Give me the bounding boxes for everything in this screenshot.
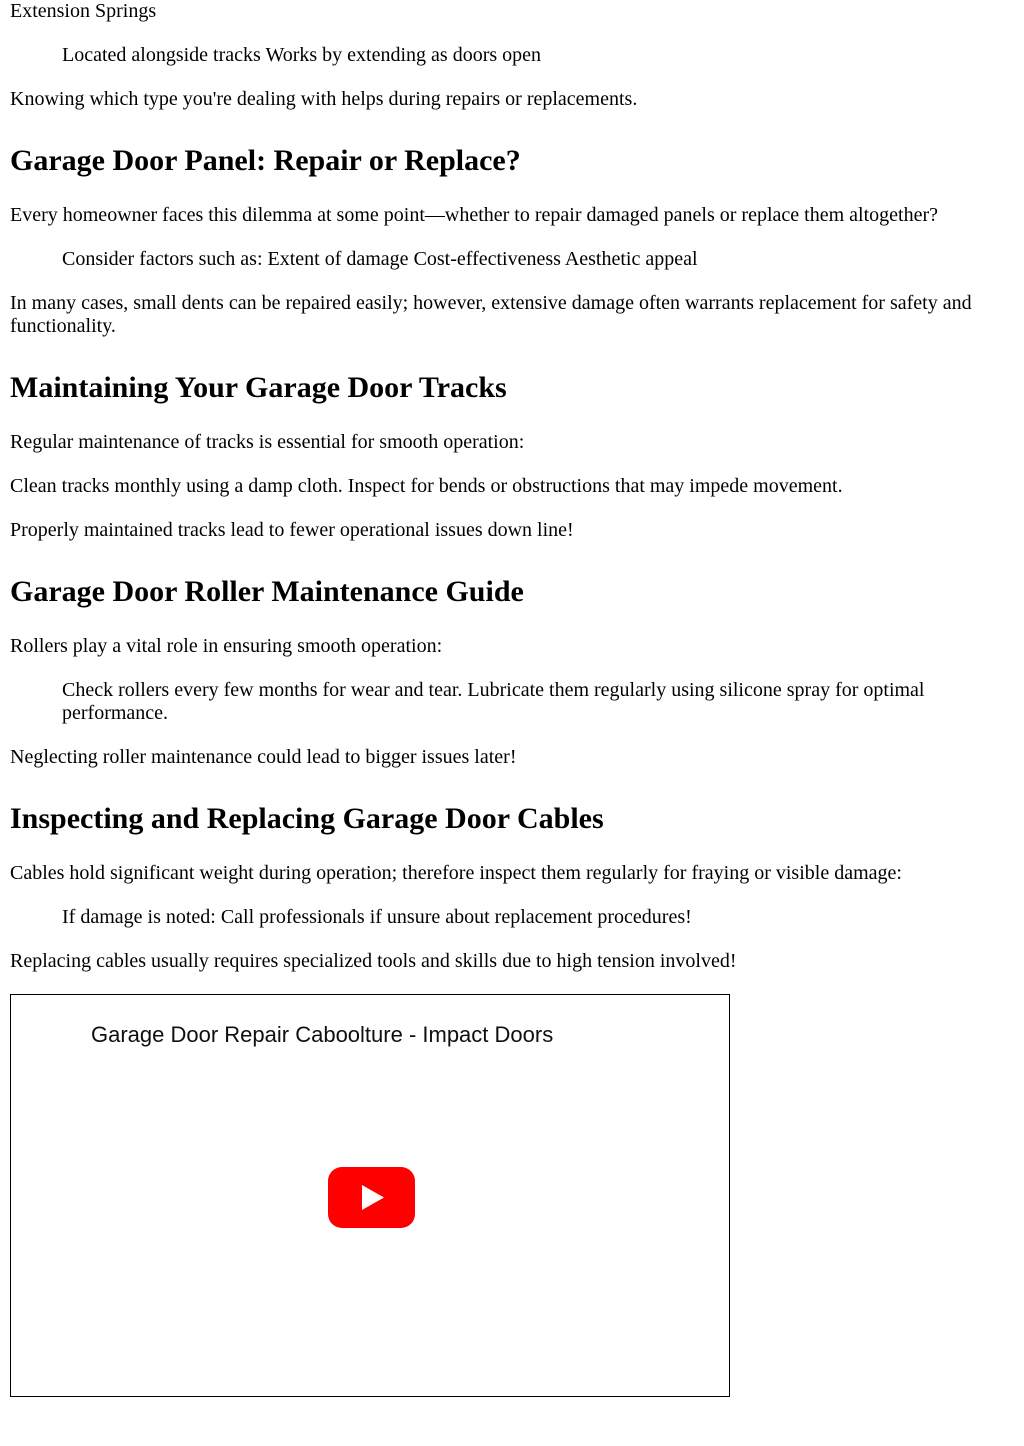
cables-quote: If damage is noted: Call professionals if unsure about replacement procedures!	[62, 906, 692, 928]
roller-paragraph-1: Rollers play a vital role in ensuring smooth operation:	[10, 635, 443, 657]
cables-paragraph-2: Replacing cables usually requires specialized tools and skills due to high tension involved!	[10, 950, 737, 972]
video-embed[interactable]	[10, 994, 730, 1397]
roller-quote: Check rollers every few months for wear and tear. Lubricate them regularly using silicone spray for optimal performance.	[62, 679, 925, 724]
tracks-paragraph-1: Regular maintenance of tracks is essential for smooth operation:	[10, 431, 525, 453]
extension-springs-quote: Located alongside tracks Works by extending as doors open	[62, 44, 542, 66]
panel-paragraph-2: In many cases, small dents can be repaired easily; however, extensive damage often warrants replacement for safety and functionality.	[10, 292, 972, 337]
roller-paragraph-2: Neglecting roller maintenance could lead to bigger issues later!	[10, 746, 517, 768]
extension-springs-label: Extension Springs	[10, 0, 157, 22]
tracks-heading: Maintaining Your Garage Door Tracks	[10, 371, 507, 404]
tracks-paragraph-2: Clean tracks monthly using a damp cloth. Inspect for bends or obstructions that may impede movement.	[10, 475, 843, 497]
panel-heading: Garage Door Panel: Repair or Replace?	[10, 144, 521, 177]
panel-paragraph-1: Every homeowner faces this dilemma at some point—whether to repair damaged panels or replace them altogether?	[10, 204, 938, 226]
cables-heading: Inspecting and Replacing Garage Door Cables	[10, 802, 604, 835]
video-title[interactable]: Garage Door Repair Caboolture - Impact Doors	[91, 1022, 554, 1047]
tracks-paragraph-3: Properly maintained tracks lead to fewer operational issues down line!	[10, 519, 574, 541]
cables-paragraph-1: Cables hold significant weight during operation; therefore inspect them regularly for fraying or visible damage:	[10, 862, 902, 884]
video-play-button[interactable]	[328, 1167, 415, 1228]
youtube-play-icon	[328, 1167, 415, 1228]
panel-quote: Consider factors such as: Extent of damage Cost-effectiveness Aesthetic appeal	[62, 248, 698, 270]
knowing-paragraph: Knowing which type you're dealing with helps during repairs or replacements.	[10, 88, 638, 110]
roller-heading: Garage Door Roller Maintenance Guide	[10, 575, 524, 608]
